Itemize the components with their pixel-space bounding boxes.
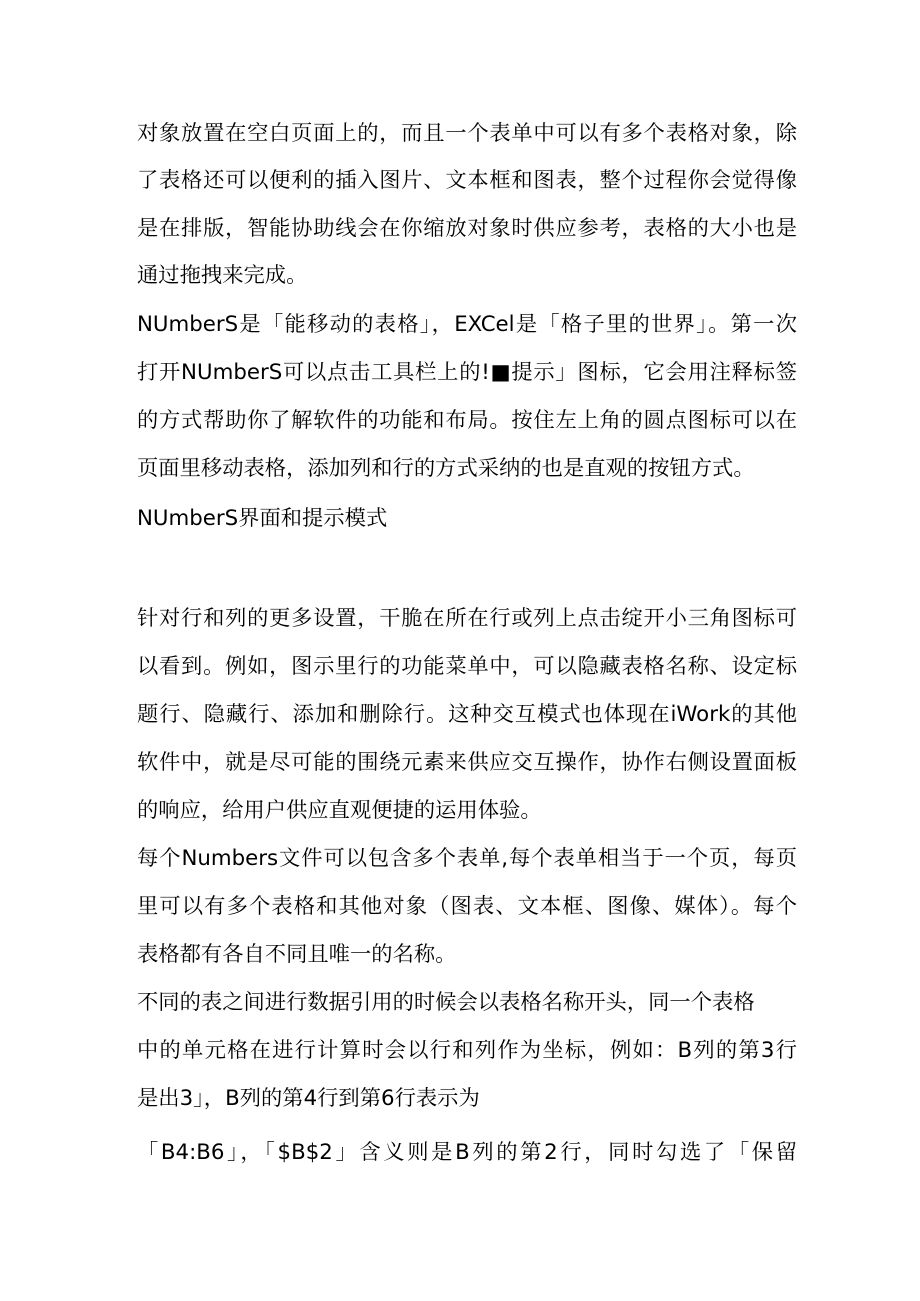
paragraph-4-line-1: 每个Numbers文件可以包含多个表单,每个表单相当于一个页，每页 [137, 846, 797, 871]
paragraph-2-line-1: NUmberS是「能移动的表格」，EXCel是「格子里的世界」。第一次 [137, 312, 797, 337]
paragraph-4-line-3: 表格都有各自不同且唯一的名称。 [137, 942, 457, 967]
paragraph-1-line-2: 了表格还可以便利的插入图片、文本框和图表，整个过程你会觉得像 [137, 168, 797, 193]
paragraph-5-line-4: 「B4:B6」，「$B$2」含义则是B列的第2行，同时勾选了「保留 [137, 1140, 797, 1165]
paragraph-3-line-1: 针对行和列的更多设置，干脆在所在行或列上点击绽开小三角图标可 [137, 606, 797, 631]
paragraph-5-line-2: 中的单元格在进行计算时会以行和列作为坐标，例如：B列的第3行 [137, 1038, 797, 1063]
paragraph-5-line-3: 是出3」，B列的第4行到第6行表示为 [137, 1086, 480, 1111]
paragraph-2-line-2: 打开NUmberS可以点击工具栏上的!■提示」图标，它会用注释标签 [137, 360, 797, 385]
paragraph-3-line-5: 的响应，给用户供应直观便捷的运用体验。 [137, 798, 542, 823]
paragraph-1-line-1: 对象放置在空白页面上的，而且一个表单中可以有多个表格对象，除 [137, 121, 797, 146]
paragraph-4-line-2: 里可以有多个表格和其他对象（图表、文本框、图像、媒体）。每个 [137, 894, 797, 919]
paragraph-3-line-2: 以看到。例如，图示里行的功能菜单中，可以隐藏表格名称、设定标 [137, 654, 797, 679]
paragraph-3-line-3: 题行、隐藏行、添加和删除行。这种交互模式也体现在iWork的其他 [137, 702, 797, 727]
paragraph-1-line-3: 是在排版，智能协助线会在你缩放对象时供应参考，表格的大小也是 [137, 216, 797, 241]
paragraph-2-line-4: 页面里移动表格，添加列和行的方式采纳的也是直观的按钮方式。 [137, 456, 755, 481]
section-heading: NUmberS界面和提示模式 [137, 506, 388, 531]
paragraph-2-line-3: 的方式帮助你了解软件的功能和布局。按住左上角的圆点图标可以在 [137, 408, 797, 433]
paragraph-5-line-1: 不同的表之间进行数据引用的时候会以表格名称开头，同一个表格 [137, 990, 755, 1015]
paragraph-3-line-4: 软件中，就是尽可能的围绕元素来供应交互操作，协作右侧设置面板 [137, 750, 797, 775]
paragraph-1-line-4: 通过拖拽来完成。 [137, 263, 308, 288]
